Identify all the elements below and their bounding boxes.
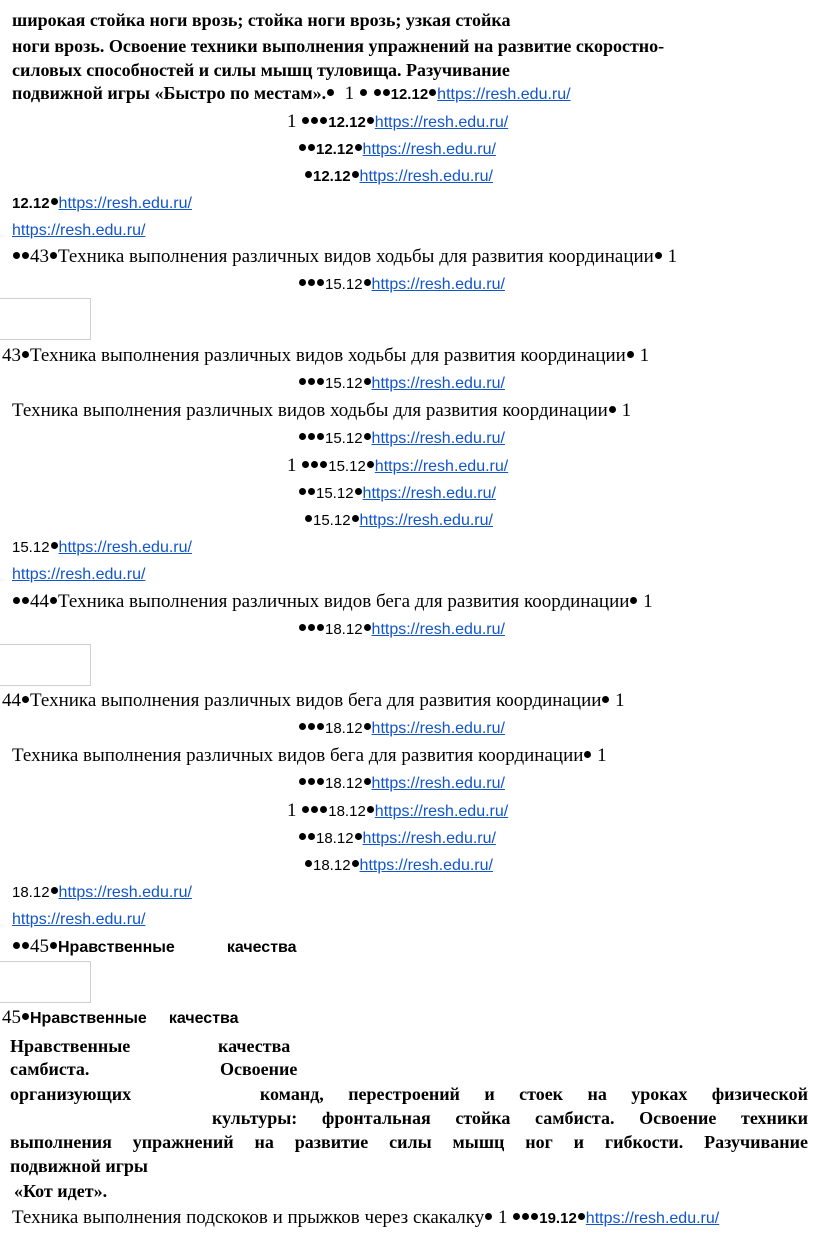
- bullet-icon: [311, 461, 318, 468]
- hours: 1: [621, 400, 632, 421]
- date: 19.12: [539, 1210, 577, 1227]
- empty-cell: [0, 644, 91, 686]
- date: 18.12: [328, 803, 366, 820]
- hours: 1: [643, 591, 653, 612]
- bullet-icon: [584, 751, 591, 758]
- hours: 1: [615, 690, 625, 711]
- bullet-icon: [13, 942, 20, 949]
- resh-link[interactable]: https://resh.edu.ru/: [371, 375, 505, 392]
- bullet-icon: [317, 433, 324, 440]
- entry-line: [287, 111, 508, 134]
- bullet-icon: [352, 860, 359, 867]
- resh-link[interactable]: https://resh.edu.ru/: [371, 276, 505, 293]
- bullet-icon: [308, 488, 315, 495]
- entry-line: [298, 273, 505, 296]
- block-l3-w1: команд,: [259, 1084, 324, 1104]
- lesson-43-row: [12, 400, 631, 422]
- lesson-44-row: [12, 745, 607, 767]
- bullet-icon: [308, 723, 315, 730]
- resh-link[interactable]: https://resh.edu.ru/: [58, 884, 192, 901]
- date: 12.12: [12, 195, 50, 212]
- empty-cell: [0, 298, 91, 340]
- bullet-icon: [383, 89, 390, 96]
- bullet-icon: [299, 378, 306, 385]
- entry-line: [12, 536, 192, 559]
- lesson-45-row: [2, 1007, 239, 1030]
- lesson-43-row: [2, 345, 649, 367]
- bullet-icon: [50, 942, 57, 949]
- bullet-icon: [311, 117, 318, 124]
- entry-line: [298, 372, 505, 395]
- bullet-icon: [22, 351, 29, 358]
- lesson-number: 44: [30, 591, 49, 612]
- bullet-icon: [22, 252, 29, 259]
- bullet-icon: [355, 833, 362, 840]
- bullet-icon: [602, 696, 609, 703]
- date: 18.12: [325, 720, 363, 737]
- lesson-number: 44: [2, 690, 21, 711]
- bullet-icon: [13, 597, 20, 604]
- bullet-icon: [51, 198, 58, 205]
- hours: 1: [287, 455, 297, 476]
- header-line-4: [12, 82, 571, 106]
- resh-link[interactable]: https://resh.edu.ru/: [585, 1210, 720, 1227]
- bullet-icon: [50, 597, 57, 604]
- resh-link[interactable]: https://resh.edu.ru/: [371, 720, 505, 737]
- resh-link[interactable]: https://resh.edu.ru/: [374, 458, 509, 475]
- date: 18.12: [325, 621, 363, 638]
- resh-link[interactable]: https://resh.edu.ru/: [359, 512, 493, 529]
- bullet-icon: [22, 1013, 29, 1020]
- block-l1b: качества: [218, 1036, 291, 1056]
- bullet-icon: [327, 89, 334, 96]
- header-line-3: силовых способностей и силы мышц туловища. Разучивание: [12, 60, 510, 80]
- bullet-icon: [364, 433, 371, 440]
- date: 15.12: [12, 539, 50, 556]
- bullet-icon: [364, 624, 371, 631]
- bullet-icon: [320, 806, 327, 813]
- entry-line: [298, 717, 505, 740]
- bullet-icon: [317, 624, 324, 631]
- block-l1a: Нравственные: [10, 1036, 131, 1056]
- bullet-icon: [299, 833, 306, 840]
- bullet-icon: [531, 1213, 538, 1220]
- bullet-icon: [13, 252, 20, 259]
- entry-line: [287, 800, 508, 823]
- header-line-4-text: подвижной игры «Быстро по местам».: [12, 83, 327, 103]
- bullet-icon: [302, 806, 309, 813]
- entry-line: [12, 908, 145, 931]
- block-l3: [10, 1083, 808, 1105]
- resh-link[interactable]: https://resh.edu.ru/: [371, 775, 505, 792]
- resh-link[interactable]: https://resh.edu.ru/: [437, 86, 571, 103]
- bullet-icon: [317, 378, 324, 385]
- bullet-icon: [627, 351, 634, 358]
- date: 15.12: [328, 458, 366, 475]
- lesson-title: Техника выполнения подскоков и прыжков через скакалку: [12, 1207, 485, 1228]
- bullet-icon: [655, 252, 662, 259]
- lesson-title: Техника выполнения различных видов бега для развития координации: [58, 591, 630, 612]
- bullet-icon: [630, 597, 637, 604]
- bullet-icon: [522, 1213, 529, 1220]
- block-l3-w7: физической: [711, 1084, 809, 1104]
- empty-cell: [0, 961, 91, 1003]
- date: 18.12: [313, 857, 351, 874]
- lesson-44-row: [2, 690, 625, 712]
- bullet-icon: [429, 89, 436, 96]
- date: 15.12: [316, 485, 354, 502]
- date: 12.12: [390, 86, 429, 103]
- resh-link[interactable]: https://resh.edu.ru/: [12, 911, 146, 928]
- bullet-icon: [355, 144, 362, 151]
- hours: 1: [287, 800, 297, 821]
- block-l3-w6: уроках: [631, 1084, 688, 1104]
- date: 12.12: [316, 141, 354, 158]
- bullet-icon: [308, 144, 315, 151]
- bullet-icon: [367, 806, 374, 813]
- bullet-icon: [22, 696, 29, 703]
- bullet-icon: [299, 433, 306, 440]
- bullet-icon: [299, 723, 306, 730]
- hours: 1: [639, 345, 650, 366]
- resh-link[interactable]: https://resh.edu.ru/: [58, 195, 192, 212]
- header-line-1: широкая стойка ноги врозь; стойка ноги врозь; узкая стойка: [12, 10, 511, 30]
- bullet-icon: [374, 89, 381, 96]
- date: 15.12: [313, 512, 351, 529]
- lesson-number: 43: [30, 246, 49, 267]
- lesson-number: 45: [30, 936, 49, 957]
- bullet-icon: [299, 144, 306, 151]
- entry-line: [298, 482, 496, 505]
- hours: 1: [344, 83, 355, 104]
- bullet-icon: [302, 461, 309, 468]
- resh-link[interactable]: https://resh.edu.ru/: [12, 222, 146, 239]
- date: 18.12: [12, 884, 50, 901]
- resh-link[interactable]: https://resh.edu.ru/: [362, 141, 496, 158]
- bullet-icon: [485, 1213, 492, 1220]
- lesson-44-header: [12, 591, 653, 613]
- bullet-icon: [317, 723, 324, 730]
- bullet-icon: [308, 378, 315, 385]
- date: 12.12: [328, 114, 366, 131]
- bullet-icon: [308, 624, 315, 631]
- hours: 1: [597, 745, 607, 766]
- hours: 1: [287, 111, 297, 132]
- entry-line: [12, 219, 145, 242]
- lesson-46-row: [12, 1207, 719, 1230]
- entry-line: [304, 165, 493, 188]
- bullet-icon: [360, 89, 367, 96]
- entry-line: [12, 563, 145, 586]
- lesson-title-a: Нравственные: [30, 1010, 147, 1027]
- entry-line: [304, 854, 493, 877]
- bullet-icon: [367, 117, 374, 124]
- entry-line: [298, 427, 505, 450]
- lesson-title: Техника выполнения различных видов бега для развития координации: [30, 690, 602, 711]
- entry-line: [12, 192, 192, 215]
- resh-link[interactable]: https://resh.edu.ru/: [371, 621, 505, 638]
- block-l3-w3: и: [484, 1084, 495, 1104]
- bullet-icon: [308, 833, 315, 840]
- block-l6: подвижной игры: [10, 1156, 148, 1176]
- bullet-icon: [352, 515, 359, 522]
- block-l3-w0: организующих: [10, 1084, 132, 1104]
- date: 15.12: [325, 276, 363, 293]
- bullet-icon: [317, 778, 324, 785]
- block-l4: культуры: фронтальная стойка самбиста. Освоение техники: [212, 1108, 808, 1128]
- bullet-icon: [364, 378, 371, 385]
- entry-line: [298, 827, 496, 850]
- entry-line: [298, 138, 496, 161]
- resh-link[interactable]: https://resh.edu.ru/: [359, 857, 493, 874]
- resh-link[interactable]: https://resh.edu.ru/: [12, 566, 146, 583]
- block-l2a: самбиста.: [10, 1059, 90, 1079]
- bullet-icon: [299, 624, 306, 631]
- bullet-icon: [311, 806, 318, 813]
- bullet-icon: [51, 887, 58, 894]
- block-l3-w4: стоек: [519, 1084, 564, 1104]
- bullet-icon: [578, 1213, 585, 1220]
- block-l7: «Кот идет».: [14, 1181, 108, 1201]
- lesson-title-a: Нравственные: [58, 939, 175, 956]
- resh-link[interactable]: https://resh.edu.ru/: [374, 114, 509, 131]
- bullet-icon: [299, 279, 306, 286]
- lesson-title-b: качества: [226, 939, 297, 956]
- bullet-icon: [308, 433, 315, 440]
- lesson-45-header: [12, 936, 297, 959]
- date: 15.12: [325, 430, 363, 447]
- block-l2b: Освоение: [220, 1059, 298, 1079]
- entry-line: [298, 772, 505, 795]
- bullet-icon: [308, 279, 315, 286]
- entry-line: [287, 455, 508, 478]
- resh-link[interactable]: https://resh.edu.ru/: [371, 430, 505, 447]
- lesson-title: Техника выполнения различных видов бега для развития координации: [12, 745, 584, 766]
- bullet-icon: [299, 488, 306, 495]
- bullet-icon: [308, 778, 315, 785]
- date: 18.12: [316, 830, 354, 847]
- block-l5: выполнения упражнений на развитие силы мышц ног и гибкости. Разучивание: [10, 1132, 808, 1152]
- bullet-icon: [513, 1213, 520, 1220]
- resh-link[interactable]: https://resh.edu.ru/: [362, 830, 496, 847]
- bullet-icon: [352, 171, 359, 178]
- block-l3-w5: на: [587, 1084, 607, 1104]
- bullet-icon: [364, 778, 371, 785]
- resh-link[interactable]: https://resh.edu.ru/: [362, 485, 496, 502]
- bullet-icon: [305, 860, 312, 867]
- bullet-icon: [367, 461, 374, 468]
- bullet-icon: [364, 723, 371, 730]
- bullet-icon: [299, 778, 306, 785]
- resh-link[interactable]: https://resh.edu.ru/: [58, 539, 192, 556]
- date: 18.12: [325, 775, 363, 792]
- entry-line: [12, 881, 192, 904]
- hours: 1: [667, 246, 678, 267]
- bullet-icon: [317, 279, 324, 286]
- lesson-title: Техника выполнения различных видов ходьбы для развития координации: [12, 400, 608, 421]
- bullet-icon: [305, 515, 312, 522]
- block-l3-w2: перестроений: [348, 1084, 460, 1104]
- lesson-number: 45: [2, 1007, 21, 1028]
- bullet-icon: [355, 488, 362, 495]
- bullet-icon: [51, 542, 58, 549]
- bullet-icon: [320, 461, 327, 468]
- entry-line: [304, 509, 493, 532]
- bullet-icon: [22, 597, 29, 604]
- lesson-title: Техника выполнения различных видов ходьбы для развития координации: [30, 345, 626, 366]
- date: 15.12: [325, 375, 363, 392]
- resh-link[interactable]: https://resh.edu.ru/: [359, 168, 493, 185]
- lesson-title-b: качества: [168, 1010, 239, 1027]
- resh-link[interactable]: https://resh.edu.ru/: [374, 803, 509, 820]
- header-line-2: ноги врозь. Освоение техники выполнения упражнений на развитие скоростно-: [12, 36, 665, 56]
- bullet-icon: [320, 117, 327, 124]
- bullet-icon: [305, 171, 312, 178]
- lesson-number: 43: [2, 345, 21, 366]
- hours: 1: [498, 1207, 508, 1228]
- date: 12.12: [313, 168, 351, 185]
- bullet-icon: [609, 406, 616, 413]
- bullet-icon: [302, 117, 309, 124]
- entry-line: [298, 618, 505, 641]
- lesson-43-header: [12, 246, 677, 268]
- lesson-title: Техника выполнения различных видов ходьбы для развития координации: [58, 246, 654, 267]
- bullet-icon: [50, 252, 57, 259]
- bullet-icon: [22, 942, 29, 949]
- bullet-icon: [364, 279, 371, 286]
